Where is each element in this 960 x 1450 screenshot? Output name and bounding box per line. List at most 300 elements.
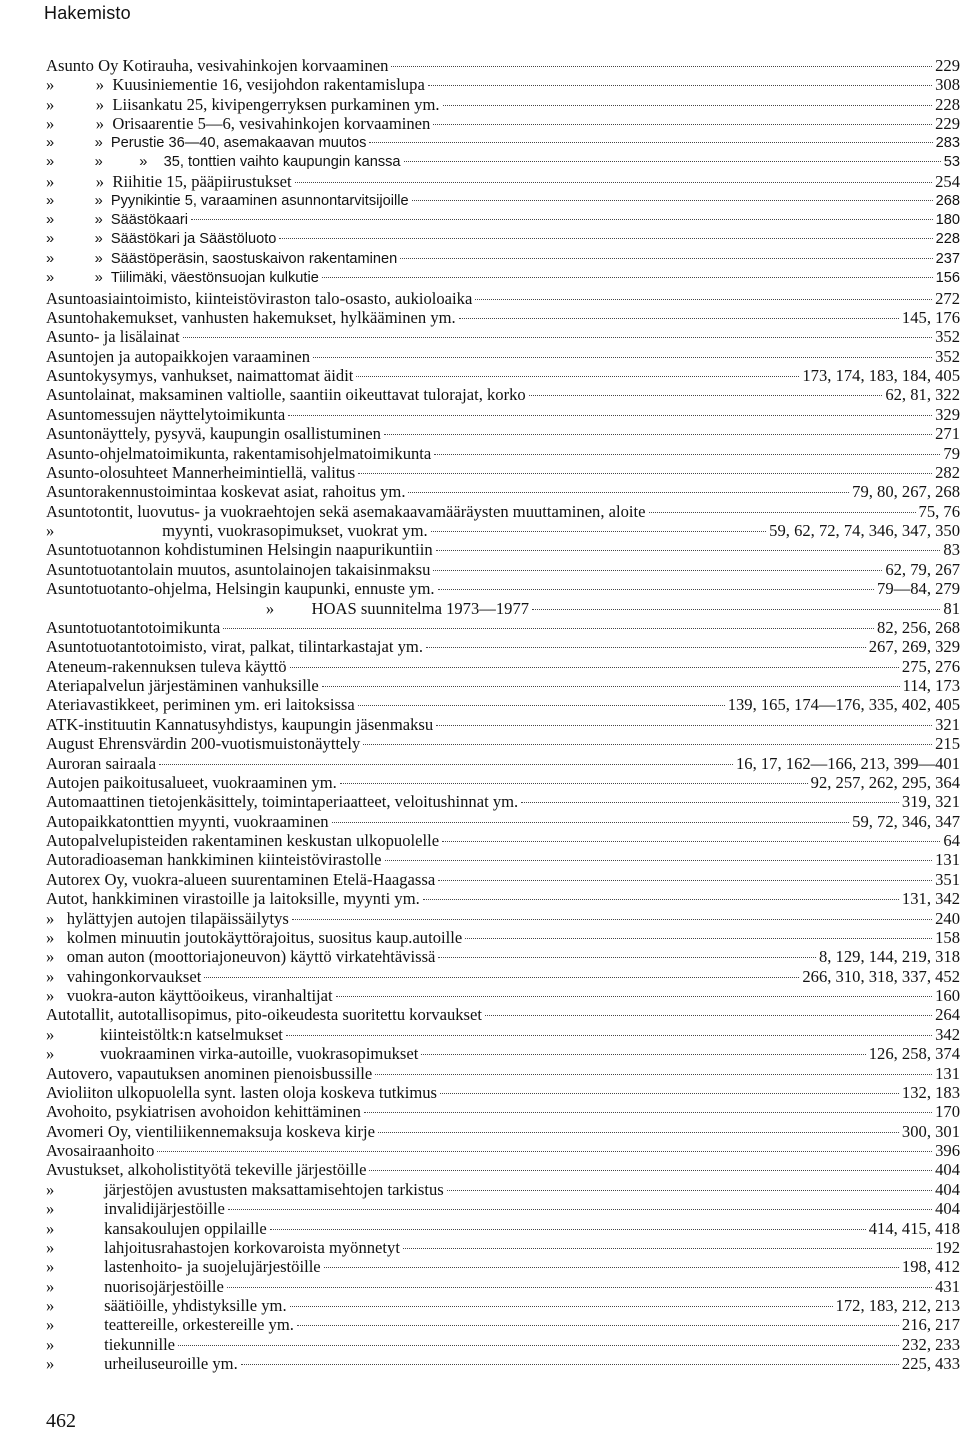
dot-leader <box>447 1190 932 1191</box>
page-header: Hakemisto <box>44 3 131 23</box>
index-entry-text: nuorisojärjestöille <box>104 1276 224 1296</box>
index-entry-text: Automaattinen tietojenkäsittely, toimintaperiaatteet, veloitushinnat ym. <box>46 792 519 812</box>
index-entry-text: Asuntohakemukset, vanhusten hakemukset, hylkääminen ym. <box>46 307 456 327</box>
ditto-prefix: » <box>46 986 67 1005</box>
index-entry-text: urheiluseuroille ym. <box>104 1354 238 1374</box>
dot-leader <box>286 1035 932 1036</box>
index-entry <box>46 637 960 656</box>
index-entry-text: Asunto- ja lisälainat <box>46 327 180 347</box>
index-entry-pages: 352 <box>935 327 960 347</box>
index-entry <box>46 1160 960 1179</box>
index-entry <box>46 928 960 947</box>
ditto-prefix: » <box>46 1257 105 1277</box>
ditto-prefix: » <box>46 1218 105 1238</box>
index-entry <box>46 734 960 753</box>
dot-leader <box>438 880 932 881</box>
ditto-prefix: » » <box>46 134 111 151</box>
index-entry-pages: 16, 17, 162—166, 213, 399—401 <box>735 753 960 773</box>
index-entry-pages: 351 <box>935 869 960 889</box>
dot-leader <box>404 161 941 162</box>
index-entry-pages: 300, 301 <box>901 1121 960 1141</box>
index-entry-pages: 160 <box>935 986 960 1005</box>
dot-leader <box>421 1054 865 1055</box>
index-entry-text: Kuusiniementie 16, vesijohdon rakentamislupa <box>112 75 425 95</box>
index-entry-text: Autotallit, autotallisopimus, pito-oikeudesta suoritettu korvaukset <box>46 1005 482 1025</box>
dot-leader <box>475 299 932 300</box>
index-entry <box>46 1277 960 1296</box>
index-entry <box>46 579 960 598</box>
index-entry-pages: 158 <box>935 927 960 947</box>
dot-leader <box>403 1248 932 1249</box>
index-entry-pages: 319, 321 <box>901 792 960 812</box>
index-entry-text: Säästökari ja Säästöluoto <box>110 231 277 248</box>
dot-leader <box>204 977 799 978</box>
ditto-prefix: » <box>46 966 67 986</box>
dot-leader <box>412 200 933 201</box>
ditto-prefix: » <box>46 927 67 947</box>
index-entry-text: Asunto-ohjelmatoimikunta, rakentamisohjelmatoimikunta <box>46 443 432 463</box>
dot-leader <box>279 238 932 239</box>
index-entry-text: August Ehrensvärdin 200-vuotismuistonäyttely <box>46 734 361 754</box>
dot-leader <box>485 1015 932 1016</box>
index-entry-pages: 240 <box>935 908 960 928</box>
index-entry-text: Auroran sairaala <box>46 753 157 773</box>
index-entry-text: HOAS suunnitelma 1973—1977 <box>311 598 530 618</box>
dot-leader <box>340 783 808 784</box>
index-entry <box>46 831 960 850</box>
ditto-prefix: » » <box>46 231 111 248</box>
ditto-prefix: » <box>46 1315 105 1335</box>
dot-leader <box>223 628 874 629</box>
index-entry <box>46 1064 960 1083</box>
index-entry <box>46 424 960 443</box>
index-entry <box>46 366 960 385</box>
index-entry <box>46 754 960 773</box>
index-entry-text: Asunto-olosuhteet Mannerheimintiellä, valitus <box>46 462 356 482</box>
index-entry-pages: 131 <box>935 1063 960 1083</box>
index-entry-text: Asuntomessujen näyttelytoimikunta <box>46 404 286 424</box>
index-entry <box>46 347 960 366</box>
dot-leader <box>443 105 933 106</box>
index-entry <box>46 1083 960 1102</box>
index-entry <box>46 463 960 482</box>
index-entry-pages: 404 <box>935 1179 960 1199</box>
index-entry-pages: 225, 433 <box>901 1354 960 1374</box>
dot-leader <box>436 725 932 726</box>
index-entry-pages: 79, 80, 267, 268 <box>852 482 960 502</box>
index-entry-pages: 132, 183 <box>901 1082 960 1102</box>
index-entry-pages: 352 <box>935 346 960 366</box>
page-number: 462 <box>46 1410 76 1432</box>
index-entry-text: Asuntotuotantotoimikunta <box>46 617 221 637</box>
ditto-prefix: » » <box>46 192 111 209</box>
index-entry-pages: 8, 129, 144, 219, 318 <box>818 947 960 967</box>
ditto-prefix: » <box>46 521 163 540</box>
dot-leader <box>313 357 932 358</box>
dot-leader <box>363 744 932 745</box>
index-entry-pages: 62, 79, 267 <box>885 559 960 579</box>
index-entry-pages: 64 <box>943 831 960 850</box>
index-entry <box>46 560 960 579</box>
dot-leader <box>356 376 799 377</box>
index-entry-text: Autopaikkatonttien myynti, vuokraaminen <box>46 811 329 831</box>
dot-leader <box>385 860 933 861</box>
index-entry <box>46 657 960 676</box>
dot-leader <box>159 764 733 765</box>
dot-leader <box>438 957 816 958</box>
index-entry <box>46 1180 960 1199</box>
index-entry-pages: 404 <box>935 1160 960 1180</box>
index-entry-text: teattereille, orkestereille ym. <box>104 1315 294 1335</box>
index-entry <box>46 1335 960 1354</box>
dot-leader <box>297 1325 899 1326</box>
index-entry-text: 35, tonttien vaihto kaupungin kanssa <box>163 153 401 170</box>
dot-leader <box>157 1151 932 1152</box>
ditto-prefix: » » <box>46 75 113 95</box>
index-entry-text: Ateriavastikkeet, periminen ym. eri laitoksissa <box>46 695 355 715</box>
index-entry-pages: 215 <box>935 734 960 754</box>
dot-leader <box>191 219 933 220</box>
index-entry <box>46 1219 960 1238</box>
index-entry <box>46 153 960 172</box>
index-entry-pages: 131 <box>935 850 960 870</box>
dot-leader <box>434 454 940 455</box>
index-entry <box>46 540 960 559</box>
dot-leader <box>358 473 932 474</box>
index-entry-pages: 82, 256, 268 <box>877 617 960 637</box>
dot-leader <box>529 395 883 396</box>
index-entry-pages: 329 <box>935 404 960 424</box>
ditto-prefix: » » <box>46 114 113 134</box>
dot-leader <box>391 66 932 67</box>
index-entry-text: invalidijärjestöille <box>104 1199 225 1219</box>
index-entry-pages: 431 <box>935 1276 960 1296</box>
index-entry-pages: 59, 72, 346, 347 <box>852 811 960 831</box>
index-entry-text: Perustie 36—40, asemakaavan muutos <box>110 134 367 151</box>
dot-leader <box>442 841 940 842</box>
index-entry-pages: 275, 276 <box>901 656 960 676</box>
index-entry-text: Pyynikintie 5, varaaminen asunnontarvitsijoille <box>110 192 409 209</box>
ditto-prefix: » » <box>46 172 113 192</box>
index-entry <box>46 1296 960 1315</box>
index-entry-pages: 131, 342 <box>901 889 960 909</box>
index-entry-text: vuokra-auton käyttöoikeus, viranhaltijat <box>66 986 333 1005</box>
index-entry <box>46 211 960 230</box>
index-entry-pages: 266, 310, 318, 337, 452 <box>802 966 960 986</box>
index-entry <box>46 192 960 211</box>
dot-leader <box>228 1209 932 1210</box>
dot-leader <box>384 434 932 435</box>
ditto-prefix: » <box>46 1237 105 1257</box>
index-entry-text: Säästökaari <box>110 212 188 228</box>
dot-leader <box>436 550 941 551</box>
dot-leader <box>408 492 849 493</box>
index-entry <box>46 114 960 133</box>
index-entry-text: myynti, vuokrasopimukset, vuokrat ym. <box>162 521 428 540</box>
index-entry-text: Liisankatu 25, kivipengerryksen purkaminen ym. <box>112 94 440 114</box>
index-entry-pages: 308 <box>935 75 960 95</box>
index-entry-text: vahingonkorvaukset <box>66 966 202 986</box>
index-entry <box>46 967 960 986</box>
ditto-prefix: » <box>46 1296 105 1315</box>
index-entry-pages: 114, 173 <box>902 676 960 695</box>
index-entry-pages: 229 <box>935 56 960 75</box>
index-entry <box>46 1199 960 1218</box>
dot-leader <box>431 531 767 532</box>
index-entry-pages: 229 <box>935 114 960 134</box>
index-entry-pages: 75, 76 <box>918 501 960 521</box>
index-entry-pages: 268 <box>935 192 960 209</box>
index-entry-pages: 271 <box>935 424 960 444</box>
index-entry <box>46 1025 960 1044</box>
index-entry-text: Asuntolainat, maksaminen valtiolle, saantiin oikeuttavat tulorajat, korko <box>46 385 526 405</box>
index-entry-pages: 282 <box>935 462 960 482</box>
ditto-prefix: » <box>46 947 67 967</box>
index-entry-text: Säästöperäsin, saostuskaivon rakentaminen <box>110 250 398 267</box>
index-entry-pages: 83 <box>943 540 960 560</box>
index-entry-text: säätiöille, yhdistyksille ym. <box>104 1296 287 1315</box>
index-entry-text: Asuntotontit, luovutus- ja vuokraehtojen sekä asemakaavamääräysten muuttaminen, aloite <box>46 501 646 521</box>
dot-leader <box>465 938 932 939</box>
ditto-prefix: » » <box>46 270 111 287</box>
ditto-prefix: » <box>46 1334 105 1354</box>
dot-leader <box>270 1229 866 1230</box>
dot-leader <box>532 609 940 610</box>
dot-leader <box>290 667 899 668</box>
dot-leader <box>438 589 875 590</box>
index-entry-text: Asuntojen ja autopaikkojen varaaminen <box>46 346 311 366</box>
index-entry-text: Asuntotuotantotoimisto, virat, palkat, tilintarkastajat ym. <box>46 637 423 657</box>
index-entry <box>46 986 960 1005</box>
dot-leader <box>332 822 850 823</box>
index-entry-text: Riihitie 15, pääpiirustukset <box>112 172 292 192</box>
index-entry <box>46 695 960 714</box>
index-entry-text: Autojen paikoitusalueet, vuokraaminen ym. <box>46 772 337 792</box>
index-entry-pages: 342 <box>935 1024 960 1044</box>
index-entry-text: Orisaarentie 5—6, vesivahinkojen korvaaminen <box>112 114 431 134</box>
ditto-prefix: » <box>46 1024 100 1044</box>
dot-leader <box>364 1112 932 1113</box>
ditto-prefix: » <box>46 1276 105 1296</box>
index-entry <box>46 385 960 404</box>
index-entry-text: kolmen minuutin joutokäyttörajoitus, suositus kaup.autoille <box>66 927 463 947</box>
index-entry-pages: 156 <box>935 270 960 287</box>
index-entry <box>46 1238 960 1257</box>
index-entry <box>46 599 960 618</box>
index-entry-pages: 145, 176 <box>901 307 960 327</box>
dot-leader <box>428 85 932 86</box>
index-entry <box>46 172 960 191</box>
index-entry-pages: 414, 415, 418 <box>868 1218 960 1238</box>
index-entry-text: Avosairaanhoito <box>46 1141 155 1160</box>
index-entry-pages: 173, 174, 183, 184, 405 <box>802 366 960 385</box>
dot-leader <box>358 705 725 706</box>
index-entry-text: kiinteistöltk:n katselmukset <box>99 1024 283 1044</box>
index-entry <box>46 250 960 269</box>
index-entry-pages: 79—84, 279 <box>877 579 960 599</box>
index-entry-pages: 228 <box>935 231 960 248</box>
index-entry-pages: 180 <box>935 212 960 228</box>
index-entry-text: Avohoito, psykiatrisen avohoidon kehittäminen <box>46 1102 361 1122</box>
ditto-prefix: » <box>46 1199 105 1219</box>
dot-leader <box>433 570 882 571</box>
index-entry-text: Asuntokysymys, vanhukset, naimattomat äidit <box>46 366 354 385</box>
index-entry-text: Asuntotuotanto-ohjelma, Helsingin kaupunki, ennuste ym. <box>46 579 435 599</box>
index-entry-text: Asuntotuotantolain muutos, asuntolainojen takaisinmaksu <box>46 559 431 579</box>
ditto-prefix: » » <box>46 212 111 228</box>
dot-leader <box>322 686 900 687</box>
index-entry-pages: 237 <box>935 250 960 267</box>
index-entry <box>46 482 960 501</box>
dot-leader <box>433 124 932 125</box>
dot-leader <box>290 1306 833 1307</box>
index-entry-list <box>46 56 960 1374</box>
index-entry <box>46 502 960 521</box>
index-entry <box>46 947 960 966</box>
index-entry-text: lastenhoito- ja suojelujärjestöille <box>104 1257 321 1277</box>
dot-leader <box>324 1267 899 1268</box>
index-entry-text: tiekunnille <box>104 1334 176 1354</box>
index-entry-pages: 267, 269, 329 <box>868 637 960 657</box>
index-entry <box>46 1102 960 1121</box>
index-entry <box>46 95 960 114</box>
dot-leader <box>459 318 899 319</box>
ditto-prefix: » <box>46 598 312 618</box>
index-entry-pages: 192 <box>935 1237 960 1257</box>
index-entry-pages: 79 <box>943 443 960 463</box>
index-entry-text: Autopalvelupisteiden rakentaminen keskustan ulkopuolelle <box>46 831 440 850</box>
index-entry-text: Asuntoasiaintoimisto, kiinteistöviraston talo-osasto, aukioloaika <box>46 288 473 308</box>
index-entry <box>46 1354 960 1373</box>
dot-leader <box>295 182 932 183</box>
index-entry <box>46 1044 960 1063</box>
index-entry <box>46 1141 960 1160</box>
index-entry-pages: 81 <box>943 598 960 618</box>
index-entry <box>46 289 960 308</box>
index-entry <box>46 618 960 637</box>
index-entry <box>46 230 960 249</box>
ditto-prefix: » » » <box>46 153 164 170</box>
dot-leader <box>288 415 932 416</box>
index-entry <box>46 327 960 346</box>
dot-leader <box>241 1364 899 1365</box>
index-entry <box>46 269 960 288</box>
index-entry <box>46 134 960 153</box>
dot-leader <box>227 1287 932 1288</box>
dot-leader <box>369 142 932 143</box>
index-entry-text: Avustukset, alkoholistityötä tekeville järjestöille <box>46 1160 367 1180</box>
index-entry <box>46 56 960 75</box>
index-entry <box>46 889 960 908</box>
dot-leader <box>336 996 932 997</box>
index-entry-pages: 172, 183, 212, 213 <box>835 1296 960 1315</box>
dot-leader <box>183 337 932 338</box>
index-entry-text: Asuntotuotannon kohdistuminen Helsingin naapurikuntiin <box>46 540 433 560</box>
index-entry-pages: 283 <box>935 134 960 151</box>
dot-leader <box>423 899 899 900</box>
ditto-prefix: » » <box>46 250 111 267</box>
index-entry <box>46 444 960 463</box>
index-entry <box>46 676 960 695</box>
index-entry-pages: 396 <box>935 1141 960 1160</box>
index-entry-text: Ateneum-rakennuksen tuleva käyttö <box>46 656 287 676</box>
dot-leader <box>649 512 916 513</box>
index-entry <box>46 405 960 424</box>
dot-leader <box>426 647 866 648</box>
index-entry-pages: 170 <box>935 1102 960 1122</box>
index-entry-text: kansakoulujen oppilaille <box>104 1218 267 1238</box>
ditto-prefix: » <box>46 1179 105 1199</box>
dot-leader <box>369 1170 932 1171</box>
index-entry-text: Avomeri Oy, vientiliikennemaksuja koskeva kirje <box>46 1121 376 1141</box>
index-entry-text: vuokraaminen virka-autoille, vuokrasopimukset <box>99 1044 419 1064</box>
index-entry-pages: 216, 217 <box>901 1315 960 1335</box>
index-entry-text: Asuntorakennustoimintaa koskevat asiat, rahoitus ym. <box>46 482 406 502</box>
index-entry-text: Autot, hankkiminen virastoille ja laitoksille, myynti ym. <box>46 889 420 909</box>
index-entry <box>46 1005 960 1024</box>
index-entry-pages: 198, 412 <box>901 1257 960 1277</box>
index-entry-pages: 272 <box>935 288 960 308</box>
dot-leader <box>378 1132 899 1133</box>
index-entry-pages: 404 <box>935 1199 960 1219</box>
dot-leader <box>322 277 933 278</box>
index-entry <box>46 1315 960 1334</box>
index-entry-text: Asuntonäyttely, pysyvä, kaupungin osallistuminen <box>46 424 381 444</box>
index-entry-pages: 264 <box>935 1005 960 1025</box>
dot-leader <box>375 1074 932 1075</box>
index-entry-text: Ateriapalvelun järjestäminen vanhuksille <box>46 676 319 695</box>
index-entry <box>46 870 960 889</box>
ditto-prefix: » <box>46 1044 100 1064</box>
index-entry <box>46 773 960 792</box>
ditto-prefix: » » <box>46 94 113 114</box>
index-entry-pages: 126, 258, 374 <box>868 1044 960 1064</box>
index-entry-pages: 62, 81, 322 <box>885 385 960 405</box>
index-entry-text: Autovero, vapautuksen anominen pienoisbussille <box>46 1063 373 1083</box>
dot-leader <box>440 1093 899 1094</box>
index-entry-pages: 321 <box>935 714 960 734</box>
index-entry <box>46 812 960 831</box>
dot-leader <box>178 1345 899 1346</box>
index-entry-text: järjestöjen avustusten maksattamisehtojen tarkistus <box>104 1179 444 1199</box>
index-entry <box>46 1122 960 1141</box>
index-entry-text: Autoradioaseman hankkiminen kiinteistövirastolle <box>46 850 382 870</box>
index-entry-text: Avioliiton ulkopuolella synt. lasten oloja koskeva tutkimus <box>46 1082 437 1102</box>
index-entry-text: Autorex Oy, vuokra-alueen suurentaminen Etelä-Haagassa <box>46 869 436 889</box>
index-entry <box>46 792 960 811</box>
index-entry <box>46 909 960 928</box>
index-entry-pages: 254 <box>935 172 960 192</box>
index-entry-pages: 232, 233 <box>901 1334 960 1354</box>
index-entry-pages: 92, 257, 262, 295, 364 <box>810 772 960 792</box>
index-entry-text: lahjoitusrahastojen korkovaroista myönnetyt <box>104 1237 400 1257</box>
index-entry-text: Asunto Oy Kotirauha, vesivahinkojen korvaaminen <box>46 56 389 75</box>
dot-leader <box>400 258 932 259</box>
index-entry <box>46 1257 960 1276</box>
index-entry-text: oman auton (moottoriajoneuvon) käyttö virkatehtävissä <box>66 947 436 967</box>
dot-leader <box>521 802 899 803</box>
index-entry-pages: 139, 165, 174—176, 335, 402, 405 <box>727 695 960 715</box>
ditto-prefix: » <box>46 908 67 928</box>
index-entry <box>46 850 960 869</box>
index-entry <box>46 715 960 734</box>
ditto-prefix: » <box>46 1354 105 1374</box>
index-entry <box>46 75 960 94</box>
index-entry-text: ATK-instituutin Kannatusyhdistys, kaupungin jäsenmaksu <box>46 714 434 734</box>
index-entry-text: Tiilimäki, väestönsuojan kulkutie <box>110 270 319 287</box>
index-entry-pages: 228 <box>935 94 960 114</box>
index-entry <box>46 308 960 327</box>
